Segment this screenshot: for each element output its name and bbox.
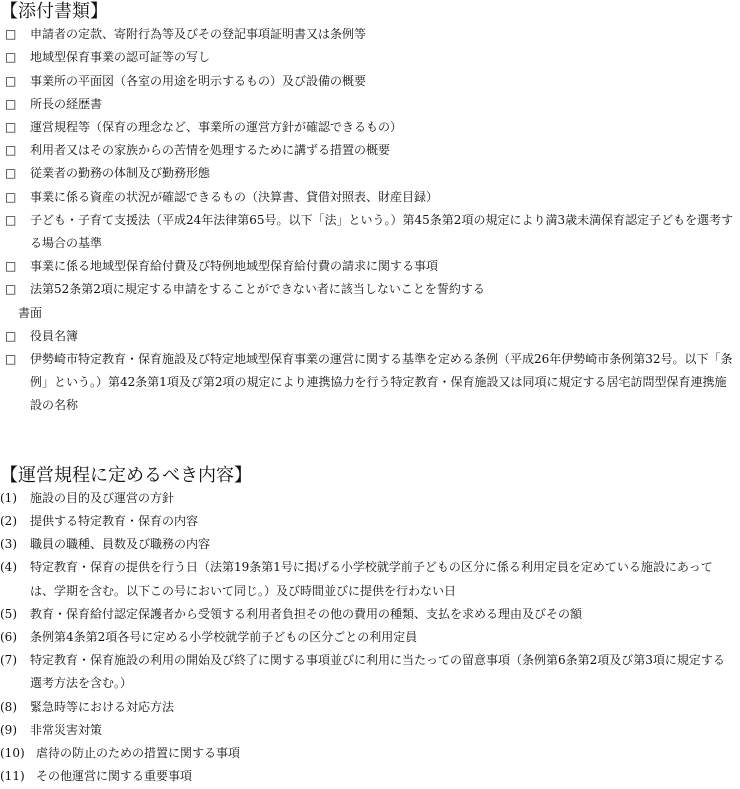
regulation-item	[0, 719, 734, 742]
regulation-text: 特定教育・保育施設の利用の開始及び終了に関する事項並びに利用に当たっての留意事項（条例第6条第2項及び第3項に規定する選考方法を含む。）	[30, 653, 725, 691]
regulation-number: (9)	[0, 722, 17, 737]
regulation-number: (2)	[0, 514, 17, 529]
attachment-item[interactable]	[0, 186, 734, 209]
regulation-number: (7)	[0, 653, 17, 668]
regulation-number: (4)	[0, 560, 17, 575]
regulation-number: (6)	[0, 630, 17, 645]
checkbox-icon[interactable]: □	[5, 50, 17, 65]
checkbox-icon[interactable]: □	[5, 352, 17, 367]
attachment-item[interactable]	[0, 116, 734, 139]
attachment-item[interactable]	[0, 278, 734, 301]
regulation-text: 非常災害対策	[30, 722, 103, 737]
checkbox-icon[interactable]: □	[5, 96, 17, 111]
regulation-item	[0, 487, 734, 510]
regulation-text: 職員の職種、員数及び職務の内容	[30, 537, 211, 552]
checkbox-icon[interactable]: □	[5, 120, 17, 135]
attachment-item[interactable]	[0, 162, 734, 185]
regulation-item	[0, 533, 734, 556]
attachment-text: 事業に係る地域型保育給付費及び特例地域型保育給付費の請求に関する事項	[30, 259, 439, 274]
attachment-item[interactable]	[0, 348, 734, 418]
regulation-number: (5)	[0, 606, 17, 621]
regulation-item	[0, 696, 734, 719]
regulation-item	[0, 510, 734, 533]
attachment-text: 所長の経歴書	[30, 96, 103, 111]
attachment-item[interactable]	[0, 23, 734, 46]
attachment-text: 事業に係る資産の状況が確認できるもの（決算書、貸借対照表、財産目録）	[30, 189, 439, 204]
checkbox-icon[interactable]: □	[5, 166, 17, 181]
attachment-text: 従業者の勤務の体制及び勤務形態	[30, 166, 211, 181]
regulation-number: (10)	[0, 746, 25, 761]
checkbox-icon[interactable]: □	[5, 212, 17, 227]
attachment-item[interactable]	[0, 209, 734, 255]
checkbox-icon[interactable]: □	[5, 27, 17, 42]
checkbox-icon[interactable]: □	[5, 259, 17, 274]
attachment-item[interactable]	[0, 139, 734, 162]
regulation-text: 条例第4条第2項各号に定める小学校就学前子どもの区分ごとの利用定員	[30, 630, 418, 645]
attachment-text: 申請者の定款、寄附行為等及びその登記事項証明書又は条例等	[30, 27, 367, 42]
regulation-number: (8)	[0, 699, 17, 714]
regulation-item	[0, 556, 734, 602]
checkbox-icon[interactable]: □	[5, 328, 17, 343]
regulation-text: その他運営に関する重要事項	[36, 769, 193, 784]
checkbox-icon[interactable]: □	[5, 73, 17, 88]
regulation-text: 緊急時等における対応方法	[30, 699, 175, 714]
checkbox-icon[interactable]: □	[5, 282, 17, 297]
checkbox-icon[interactable]: □	[5, 189, 17, 204]
attachment-text: 運営規程等（保育の理念など、事業所の運営方針が確認できるもの）	[30, 120, 403, 135]
attachment-item[interactable]	[0, 93, 734, 116]
attachment-note: 書面	[18, 305, 43, 320]
regulation-item	[0, 626, 734, 649]
attachments-checklist	[0, 23, 734, 417]
regulation-text: 教育・保育給付認定保護者から受領する利用者負担その他の費用の種類、支払を求める理由及びその額	[30, 606, 583, 621]
regulations-list	[0, 487, 734, 789]
regulation-number: (11)	[0, 769, 25, 784]
attachment-text: 法第52条第2項に規定する申請をすることができない者に該当しないことを誓約する	[30, 282, 485, 297]
regulation-text: 特定教育・保育の提供を行う日（法第19条第1号に掲げる小学校就学前子どもの区分に係る利用定員を定めている施設にあっては、学期を含む。以下この号において同じ。）及び時間並びに提供を行わない日	[30, 560, 713, 598]
regulation-text: 提供する特定教育・保育の内容	[30, 514, 199, 529]
regulation-text: 施設の目的及び運営の方針	[30, 490, 175, 505]
attachment-text: 子ども・子育て支援法（平成24年法律第65号。以下「法」という。）第45条第2項の規定により満3歳未満保育認定子どもを選考する場合の基準	[30, 212, 734, 251]
regulation-number: (3)	[0, 537, 17, 552]
attachment-item[interactable]	[0, 46, 734, 69]
regulation-item	[0, 742, 734, 765]
attachment-text: 利用者又はその家族からの苦情を処理するために講ずる措置の概要	[30, 143, 391, 158]
regulation-text: 虐待の防止のための措置に関する事項	[36, 746, 241, 761]
checkbox-icon[interactable]: □	[5, 143, 17, 158]
attachment-item[interactable]	[0, 255, 734, 278]
regulation-number: (1)	[0, 490, 17, 505]
attachment-item[interactable]	[0, 70, 734, 93]
attachments-heading: 【添付書類】	[0, 1, 108, 22]
regulation-item	[0, 603, 734, 626]
attachment-item[interactable]	[0, 325, 734, 348]
regulation-item	[0, 649, 734, 695]
attachment-text: 事業所の平面図（各室の用途を明示するもの）及び設備の概要	[30, 73, 367, 88]
attachment-text: 地域型保育事業の認可証等の写し	[30, 50, 211, 65]
regulation-item	[0, 765, 734, 788]
attachment-text: 伊勢崎市特定教育・保育施設及び特定地域型保育事業の運営に関する基準を定める条例（平成26年伊勢崎市条例第32号。以下「条例」という。）第42条第1項及び第2項の規定により連携協力を行う特定教育・保育施設又は同項に規定する居宅訪問型保育連携施設の名称	[30, 352, 733, 413]
regulations-heading: 【運営規程に定めるべき内容】	[0, 464, 252, 486]
attachment-text: 役員名簿	[30, 328, 79, 343]
